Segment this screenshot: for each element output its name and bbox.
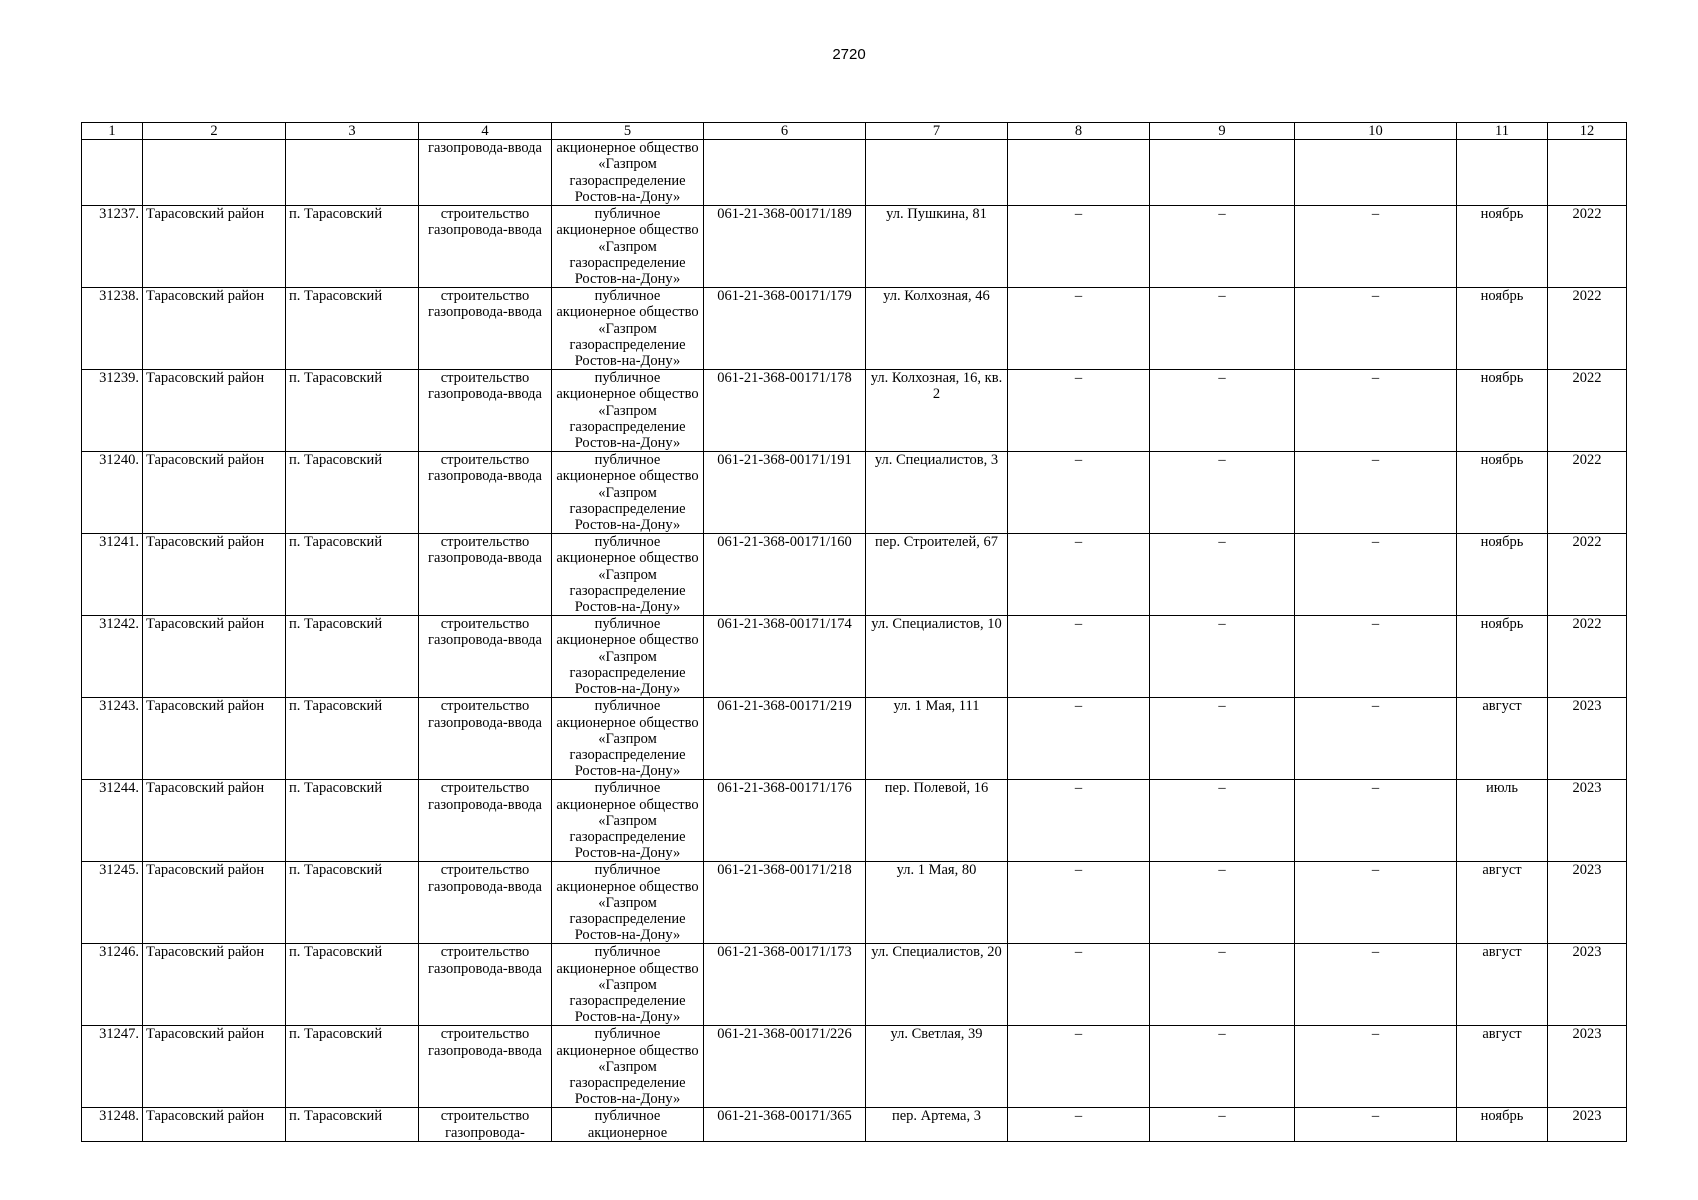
work-type-cell: строительство газопровода-ввода [419, 944, 552, 1026]
column-number-row [82, 123, 1627, 140]
row-number-cell: 31244. [82, 780, 143, 862]
row-number-cell: 31241. [82, 534, 143, 616]
month-cell: ноябрь [1457, 1108, 1548, 1142]
col-10-value-cell: – [1295, 780, 1457, 862]
table-row [82, 616, 1627, 698]
year-cell: 2023 [1548, 1108, 1627, 1142]
work-type-cell: строительство газопровода-ввода [419, 862, 552, 944]
district-cell: Тарасовский район [143, 534, 286, 616]
col-9-value-cell [1150, 140, 1295, 206]
col-10-value-cell: – [1295, 1108, 1457, 1142]
table-body [82, 140, 1627, 1142]
year-cell: 2022 [1548, 534, 1627, 616]
col-8-value-cell: – [1008, 206, 1150, 288]
row-number-cell: 31240. [82, 452, 143, 534]
address-cell: ул. 1 Мая, 111 [866, 698, 1008, 780]
settlement-cell: п. Тарасовский [286, 452, 419, 534]
table-row [82, 288, 1627, 370]
table-header [82, 123, 1627, 140]
address-cell: ул. Специалистов, 3 [866, 452, 1008, 534]
col-9-value-cell: – [1150, 780, 1295, 862]
month-cell [1457, 140, 1548, 206]
work-type-cell: строительство газопровода-ввода [419, 616, 552, 698]
organization-cell: публичное акционерное общество «Газпром газораспределение Ростов-на-Дону» [552, 1026, 704, 1108]
col-8-value-cell: – [1008, 944, 1150, 1026]
row-number-cell: 31248. [82, 1108, 143, 1142]
col-9-value-cell: – [1150, 862, 1295, 944]
registration-number-cell: 061-21-368-00171/189 [704, 206, 866, 288]
year-cell [1548, 140, 1627, 206]
col-8-value-cell [1008, 140, 1150, 206]
settlement-cell: п. Тарасовский [286, 370, 419, 452]
organization-cell: публичное акционерное общество «Газпром газораспределение Ростов-на-Дону» [552, 452, 704, 534]
year-cell: 2023 [1548, 698, 1627, 780]
col-9-value-cell: – [1150, 452, 1295, 534]
column-number-6: 6 [704, 123, 866, 140]
organization-cell: публичное акционерное общество «Газпром газораспределение Ростов-на-Дону» [552, 862, 704, 944]
registration-number-cell: 061-21-368-00171/160 [704, 534, 866, 616]
work-type-cell: строительство газопровода-ввода [419, 534, 552, 616]
table-row [82, 452, 1627, 534]
year-cell: 2023 [1548, 1026, 1627, 1108]
year-cell: 2022 [1548, 452, 1627, 534]
col-10-value-cell: – [1295, 452, 1457, 534]
address-cell: пер. Строителей, 67 [866, 534, 1008, 616]
address-cell: ул. 1 Мая, 80 [866, 862, 1008, 944]
registration-number-cell: 061-21-368-00171/178 [704, 370, 866, 452]
year-cell: 2023 [1548, 862, 1627, 944]
registration-number-cell: 061-21-368-00171/218 [704, 862, 866, 944]
col-10-value-cell: – [1295, 534, 1457, 616]
col-9-value-cell: – [1150, 616, 1295, 698]
district-cell: Тарасовский район [143, 206, 286, 288]
col-8-value-cell: – [1008, 534, 1150, 616]
district-cell: Тарасовский район [143, 452, 286, 534]
row-number-cell: 31239. [82, 370, 143, 452]
column-number-8: 8 [1008, 123, 1150, 140]
col-10-value-cell: – [1295, 206, 1457, 288]
col-9-value-cell: – [1150, 206, 1295, 288]
month-cell: август [1457, 1026, 1548, 1108]
table-row [82, 862, 1627, 944]
table-row [82, 206, 1627, 288]
col-10-value-cell: – [1295, 288, 1457, 370]
settlement-cell: п. Тарасовский [286, 616, 419, 698]
column-number-10: 10 [1295, 123, 1457, 140]
work-type-cell: строительство газопровода-ввода [419, 370, 552, 452]
row-number-cell: 31247. [82, 1026, 143, 1108]
col-8-value-cell: – [1008, 862, 1150, 944]
district-cell: Тарасовский район [143, 1026, 286, 1108]
work-type-cell: строительство газопровода-ввода [419, 780, 552, 862]
table-row [82, 1108, 1627, 1142]
organization-cell: публичное акционерное [552, 1108, 704, 1142]
row-number-cell: 31242. [82, 616, 143, 698]
organization-cell: акционерное общество «Газпром газораспределение Ростов-на-Дону» [552, 140, 704, 206]
address-cell [866, 140, 1008, 206]
table-row [82, 1026, 1627, 1108]
col-9-value-cell: – [1150, 1108, 1295, 1142]
registration-number-cell: 061-21-368-00171/174 [704, 616, 866, 698]
organization-cell: публичное акционерное общество «Газпром газораспределение Ростов-на-Дону» [552, 944, 704, 1026]
settlement-cell: п. Тарасовский [286, 1026, 419, 1108]
col-9-value-cell: – [1150, 370, 1295, 452]
work-type-cell: строительство газопровода-ввода [419, 452, 552, 534]
col-8-value-cell: – [1008, 780, 1150, 862]
registration-number-cell: 061-21-368-00171/226 [704, 1026, 866, 1108]
column-number-5: 5 [552, 123, 704, 140]
registration-number-cell [704, 140, 866, 206]
col-9-value-cell: – [1150, 944, 1295, 1026]
row-number-cell: 31246. [82, 944, 143, 1026]
address-cell: пер. Артема, 3 [866, 1108, 1008, 1142]
column-number-1: 1 [82, 123, 143, 140]
month-cell: ноябрь [1457, 534, 1548, 616]
organization-cell: публичное акционерное общество «Газпром газораспределение Ростов-на-Дону» [552, 780, 704, 862]
col-10-value-cell: – [1295, 1026, 1457, 1108]
table-row-continuation [82, 140, 1627, 206]
organization-cell: публичное акционерное общество «Газпром газораспределение Ростов-на-Дону» [552, 206, 704, 288]
col-10-value-cell [1295, 140, 1457, 206]
column-number-11: 11 [1457, 123, 1548, 140]
work-type-cell: строительство газопровода-ввода [419, 206, 552, 288]
registration-number-cell: 061-21-368-00171/191 [704, 452, 866, 534]
work-type-cell: строительство газопровода- [419, 1108, 552, 1142]
month-cell: ноябрь [1457, 616, 1548, 698]
address-cell: ул. Специалистов, 20 [866, 944, 1008, 1026]
registration-number-cell: 061-21-368-00171/179 [704, 288, 866, 370]
district-cell: Тарасовский район [143, 288, 286, 370]
settlement-cell: п. Тарасовский [286, 862, 419, 944]
address-cell: пер. Полевой, 16 [866, 780, 1008, 862]
col-8-value-cell: – [1008, 698, 1150, 780]
work-type-cell: строительство газопровода-ввода [419, 288, 552, 370]
work-type-cell: газопровода-ввода [419, 140, 552, 206]
row-number-cell: 31245. [82, 862, 143, 944]
month-cell: ноябрь [1457, 206, 1548, 288]
registration-number-cell: 061-21-368-00171/219 [704, 698, 866, 780]
work-type-cell: строительство газопровода-ввода [419, 698, 552, 780]
col-9-value-cell: – [1150, 698, 1295, 780]
settlement-cell: п. Тарасовский [286, 534, 419, 616]
address-cell: ул. Колхозная, 46 [866, 288, 1008, 370]
col-9-value-cell: – [1150, 288, 1295, 370]
col-10-value-cell: – [1295, 944, 1457, 1026]
month-cell: ноябрь [1457, 452, 1548, 534]
registration-number-cell: 061-21-368-00171/173 [704, 944, 866, 1026]
year-cell: 2022 [1548, 288, 1627, 370]
address-cell: ул. Светлая, 39 [866, 1026, 1008, 1108]
year-cell: 2022 [1548, 206, 1627, 288]
column-number-12: 12 [1548, 123, 1627, 140]
col-10-value-cell: – [1295, 370, 1457, 452]
year-cell: 2022 [1548, 616, 1627, 698]
table-row [82, 944, 1627, 1026]
address-cell: ул. Колхозная, 16, кв. 2 [866, 370, 1008, 452]
year-cell: 2022 [1548, 370, 1627, 452]
table-row [82, 698, 1627, 780]
district-cell [143, 140, 286, 206]
col-9-value-cell: – [1150, 534, 1295, 616]
district-cell: Тарасовский район [143, 944, 286, 1026]
col-9-value-cell: – [1150, 1026, 1295, 1108]
month-cell: июль [1457, 780, 1548, 862]
organization-cell: публичное акционерное общество «Газпром газораспределение Ростов-на-Дону» [552, 534, 704, 616]
district-cell: Тарасовский район [143, 1108, 286, 1142]
district-cell: Тарасовский район [143, 862, 286, 944]
organization-cell: публичное акционерное общество «Газпром газораспределение Ростов-на-Дону» [552, 698, 704, 780]
year-cell: 2023 [1548, 944, 1627, 1026]
registration-number-cell: 061-21-368-00171/176 [704, 780, 866, 862]
table-row [82, 780, 1627, 862]
month-cell: ноябрь [1457, 288, 1548, 370]
district-cell: Тарасовский район [143, 616, 286, 698]
col-10-value-cell: – [1295, 698, 1457, 780]
column-number-7: 7 [866, 123, 1008, 140]
table-row [82, 534, 1627, 616]
organization-cell: публичное акционерное общество «Газпром газораспределение Ростов-на-Дону» [552, 370, 704, 452]
month-cell: ноябрь [1457, 370, 1548, 452]
data-table [81, 122, 1627, 1142]
column-number-3: 3 [286, 123, 419, 140]
year-cell: 2023 [1548, 780, 1627, 862]
table-row [82, 370, 1627, 452]
district-cell: Тарасовский район [143, 370, 286, 452]
row-number-cell: 31237. [82, 206, 143, 288]
column-number-2: 2 [143, 123, 286, 140]
column-number-4: 4 [419, 123, 552, 140]
col-8-value-cell: – [1008, 370, 1150, 452]
col-8-value-cell: – [1008, 288, 1150, 370]
month-cell: август [1457, 698, 1548, 780]
settlement-cell: п. Тарасовский [286, 780, 419, 862]
organization-cell: публичное акционерное общество «Газпром газораспределение Ростов-на-Дону» [552, 616, 704, 698]
col-8-value-cell: – [1008, 1026, 1150, 1108]
settlement-cell: п. Тарасовский [286, 288, 419, 370]
row-number-cell: 31238. [82, 288, 143, 370]
work-type-cell: строительство газопровода-ввода [419, 1026, 552, 1108]
column-number-9: 9 [1150, 123, 1295, 140]
col-8-value-cell: – [1008, 616, 1150, 698]
registration-number-cell: 061-21-368-00171/365 [704, 1108, 866, 1142]
district-cell: Тарасовский район [143, 698, 286, 780]
address-cell: ул. Пушкина, 81 [866, 206, 1008, 288]
organization-cell: публичное акционерное общество «Газпром газораспределение Ростов-на-Дону» [552, 288, 704, 370]
row-number-cell [82, 140, 143, 206]
settlement-cell: п. Тарасовский [286, 1108, 419, 1142]
page-number: 2720 [832, 46, 866, 63]
row-number-cell: 31243. [82, 698, 143, 780]
col-8-value-cell: – [1008, 452, 1150, 534]
col-10-value-cell: – [1295, 616, 1457, 698]
address-cell: ул. Специалистов, 10 [866, 616, 1008, 698]
month-cell: август [1457, 944, 1548, 1026]
district-cell: Тарасовский район [143, 780, 286, 862]
col-8-value-cell: – [1008, 1108, 1150, 1142]
col-10-value-cell: – [1295, 862, 1457, 944]
month-cell: август [1457, 862, 1548, 944]
settlement-cell [286, 140, 419, 206]
settlement-cell: п. Тарасовский [286, 206, 419, 288]
settlement-cell: п. Тарасовский [286, 944, 419, 1026]
settlement-cell: п. Тарасовский [286, 698, 419, 780]
